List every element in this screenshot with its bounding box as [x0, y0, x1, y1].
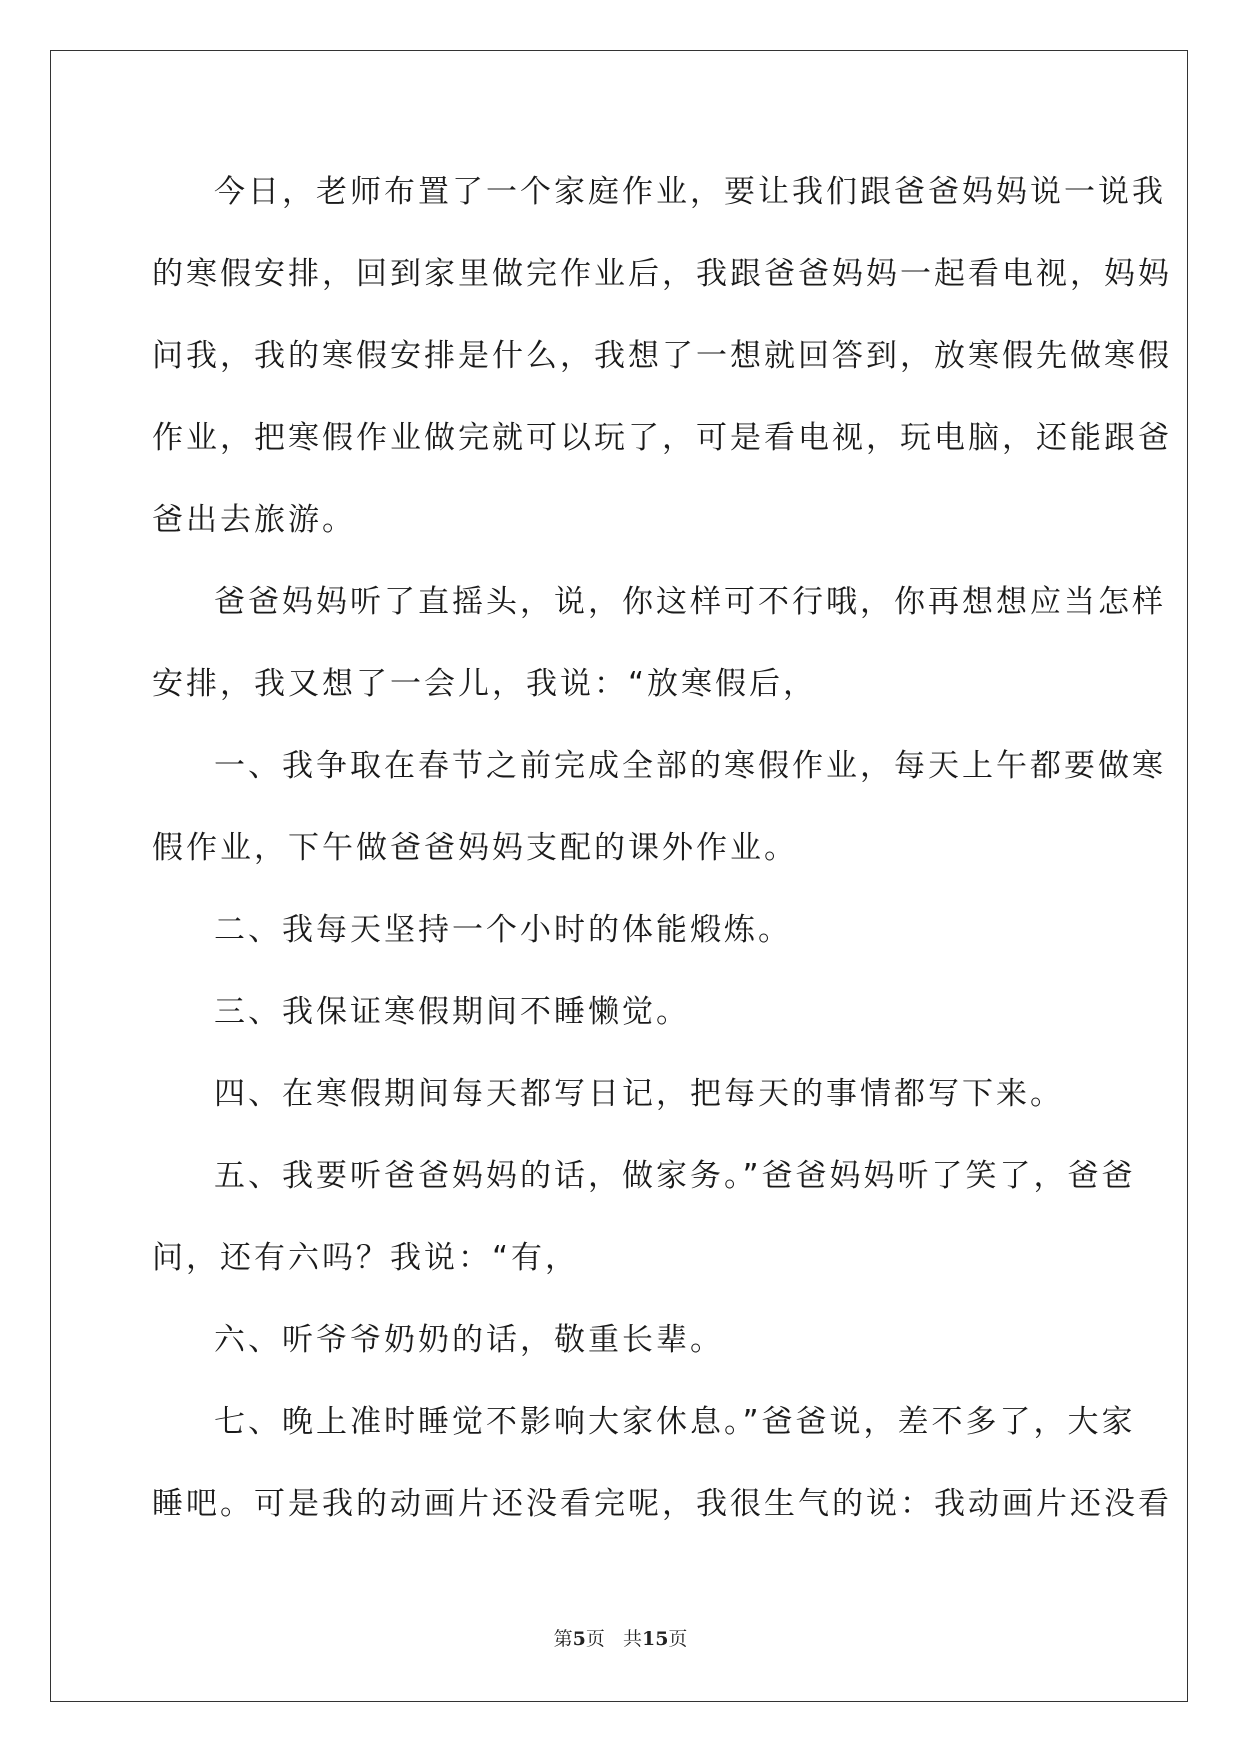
- text-line: 一、我争取在春节之前完成全部的寒假作业，每天上午都要做寒: [214, 748, 1166, 784]
- text-line: 睡吧。可是我的动画片还没看完呢，我很生气的说：我动画片还没看: [152, 1486, 1172, 1522]
- text-line: 问，还有六吗？我说：“有，: [152, 1240, 580, 1276]
- page-footer: [0, 1624, 1241, 1651]
- total-pages: 15: [641, 1628, 669, 1650]
- page-border: [50, 50, 1188, 1702]
- page-prefix: 第: [553, 1628, 573, 1650]
- total-prefix: 共: [622, 1628, 642, 1650]
- text-line: 问我，我的寒假安排是什么，我想了一想就回答到，放寒假先做寒假: [152, 338, 1172, 374]
- text-line: 今日，老师布置了一个家庭作业，要让我们跟爸爸妈妈说一说我: [214, 174, 1166, 210]
- text-line: 作业，把寒假作业做完就可以玩了，可是看电视，玩电脑，还能跟爸: [152, 420, 1172, 456]
- page-number: 5: [572, 1628, 586, 1650]
- text-line: 六、听爷爷奶奶的话，敬重长辈。: [214, 1322, 724, 1358]
- text-line: 爸出去旅游。: [152, 502, 356, 538]
- text-line: 四、在寒假期间每天都写日记，把每天的事情都写下来。: [214, 1076, 1064, 1112]
- text-line: 三、我保证寒假期间不睡懒觉。: [214, 994, 690, 1030]
- text-line: 爸爸妈妈听了直摇头，说，你这样可不行哦，你再想想应当怎样: [214, 584, 1166, 620]
- text-line: 七、晚上准时睡觉不影响大家休息。”爸爸说，差不多了，大家: [214, 1404, 1136, 1440]
- text-line: 五、我要听爸爸妈妈的话，做家务。”爸爸妈妈听了笑了，爸爸: [214, 1158, 1136, 1194]
- page-suffix: 页: [585, 1628, 605, 1650]
- text-line: 假作业，下午做爸爸妈妈支配的课外作业。: [152, 830, 798, 866]
- text-line: 安排，我又想了一会儿，我说：“放寒假后，: [152, 666, 818, 702]
- text-line: 的寒假安排，回到家里做完作业后，我跟爸爸妈妈一起看电视，妈妈: [152, 256, 1172, 292]
- text-line: 二、我每天坚持一个小时的体能煅炼。: [214, 912, 792, 948]
- total-suffix: 页: [668, 1628, 688, 1650]
